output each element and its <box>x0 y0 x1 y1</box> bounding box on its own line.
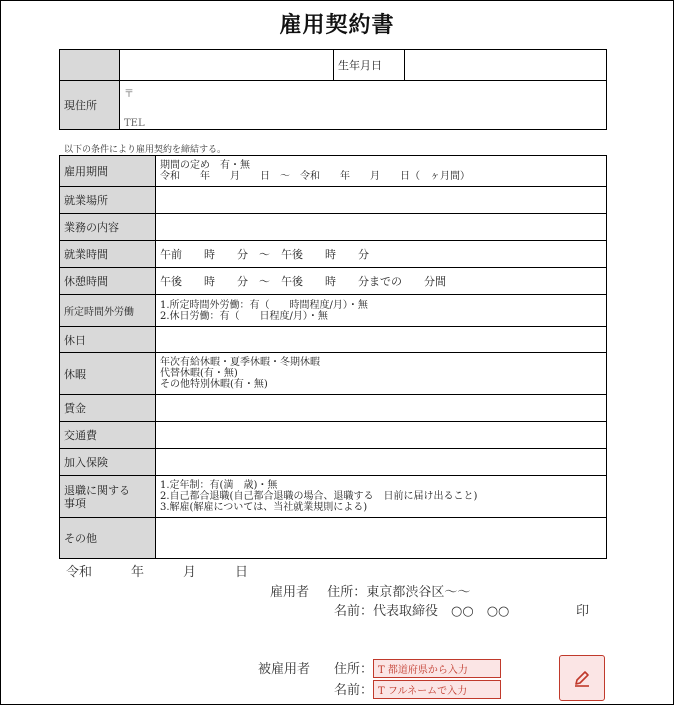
overtime-line2: 2.休日労働：有（ 日程度/月）・無 <box>160 310 328 322</box>
retire-line1: 1.定年制：有(満 歳)・無 <box>160 480 278 491</box>
postal-mark: 〒 <box>124 89 134 100</box>
contract-date: 令和 年 月 日 <box>66 565 249 580</box>
overtime-label: 所定時間外労働 <box>60 295 156 327</box>
period-line2: 令和 年 月 日 ～ 令和 年 月 日（ ヶ月間） <box>160 171 470 182</box>
intro-text: 以下の条件により雇用契約を締結する。 <box>64 145 227 155</box>
employee-address-line <box>334 658 501 678</box>
retire-label-line2: 事項 <box>64 496 86 510</box>
address-cell[interactable] <box>120 81 607 130</box>
period-line1: 期間の定め 有・無 <box>160 160 250 171</box>
name-label-cell <box>60 50 120 81</box>
leave-line2: 代替休暇(有・無) <box>160 368 238 379</box>
employer-name-label: 名前： <box>334 604 374 619</box>
conditions-table <box>59 155 607 559</box>
overtime-cell[interactable] <box>156 295 607 327</box>
leave-line1: 年次有給休暇・夏季休暇・冬期休暇 <box>160 357 320 368</box>
employer-address-label: 住所： <box>327 585 367 600</box>
employer-address-line <box>270 581 470 600</box>
employer-address-value: 東京都渋谷区～～ <box>366 585 471 600</box>
employee-address-input[interactable]: T 都道府県から入力 <box>373 659 501 678</box>
wage-cell[interactable] <box>156 395 607 422</box>
employee-name-label: 名前： <box>334 683 374 698</box>
retire-cell[interactable] <box>156 476 607 518</box>
employee-name-input[interactable]: T フルネームで入力 <box>373 680 501 699</box>
hours-cell[interactable]: 午前 時 分 ～ 午後 時 分 <box>156 241 607 268</box>
other-cell[interactable] <box>156 518 607 559</box>
employer-role: 雇用者 <box>270 585 310 600</box>
transport-cell[interactable] <box>156 422 607 449</box>
leave-cell[interactable] <box>156 353 607 395</box>
retire-line2: 2.自己都合退職(自己都合退職の場合、退職する 日前に届け出ること) <box>160 491 478 502</box>
wage-label: 賃金 <box>60 395 156 422</box>
place-cell[interactable] <box>156 187 607 214</box>
period-label: 雇用期間 <box>60 156 156 187</box>
page-title: 雇用契約書 <box>279 12 395 38</box>
address-label: 現住所 <box>60 81 120 130</box>
holiday-cell[interactable] <box>156 327 607 353</box>
seal-mark: 印 <box>576 604 590 619</box>
break-label: 休憩時間 <box>60 268 156 295</box>
retire-label-line1: 退職に関する <box>64 483 130 497</box>
employee-name-line <box>334 679 501 699</box>
insurance-label: 加入保険 <box>60 449 156 476</box>
retire-label <box>60 476 156 518</box>
retire-line3: 3.解雇(解雇については、当社就業規則による) <box>160 502 368 513</box>
employee-address-label: 住所： <box>334 662 374 677</box>
employer-name-value: 代表取締役 ○○ ○○ <box>373 604 510 619</box>
other-label: その他 <box>60 518 156 559</box>
work-cell[interactable] <box>156 214 607 241</box>
birth-label: 生年月日 <box>334 50 405 81</box>
edit-button[interactable] <box>559 655 605 701</box>
period-cell[interactable] <box>156 156 607 187</box>
leave-label: 休暇 <box>60 353 156 395</box>
tel-label: TEL <box>124 118 145 129</box>
place-label: 就業場所 <box>60 187 156 214</box>
employer-name-line <box>334 600 509 619</box>
name-cell[interactable] <box>120 50 334 81</box>
leave-line3: その他特別休暇(有・無) <box>160 379 268 390</box>
personal-info-table <box>59 49 607 130</box>
employee-role: 被雇用者 <box>258 662 311 677</box>
birth-cell[interactable] <box>405 50 607 81</box>
pencil-icon <box>572 668 592 688</box>
insurance-cell[interactable] <box>156 449 607 476</box>
overtime-line1: 1.所定時間外労働：有（ 時間程度/月）・無 <box>160 299 368 311</box>
work-label: 業務の内容 <box>60 214 156 241</box>
break-cell[interactable]: 午後 時 分 ～ 午後 時 分までの 分間 <box>156 268 607 295</box>
holiday-label: 休日 <box>60 327 156 353</box>
transport-label: 交通費 <box>60 422 156 449</box>
hours-label: 就業時間 <box>60 241 156 268</box>
